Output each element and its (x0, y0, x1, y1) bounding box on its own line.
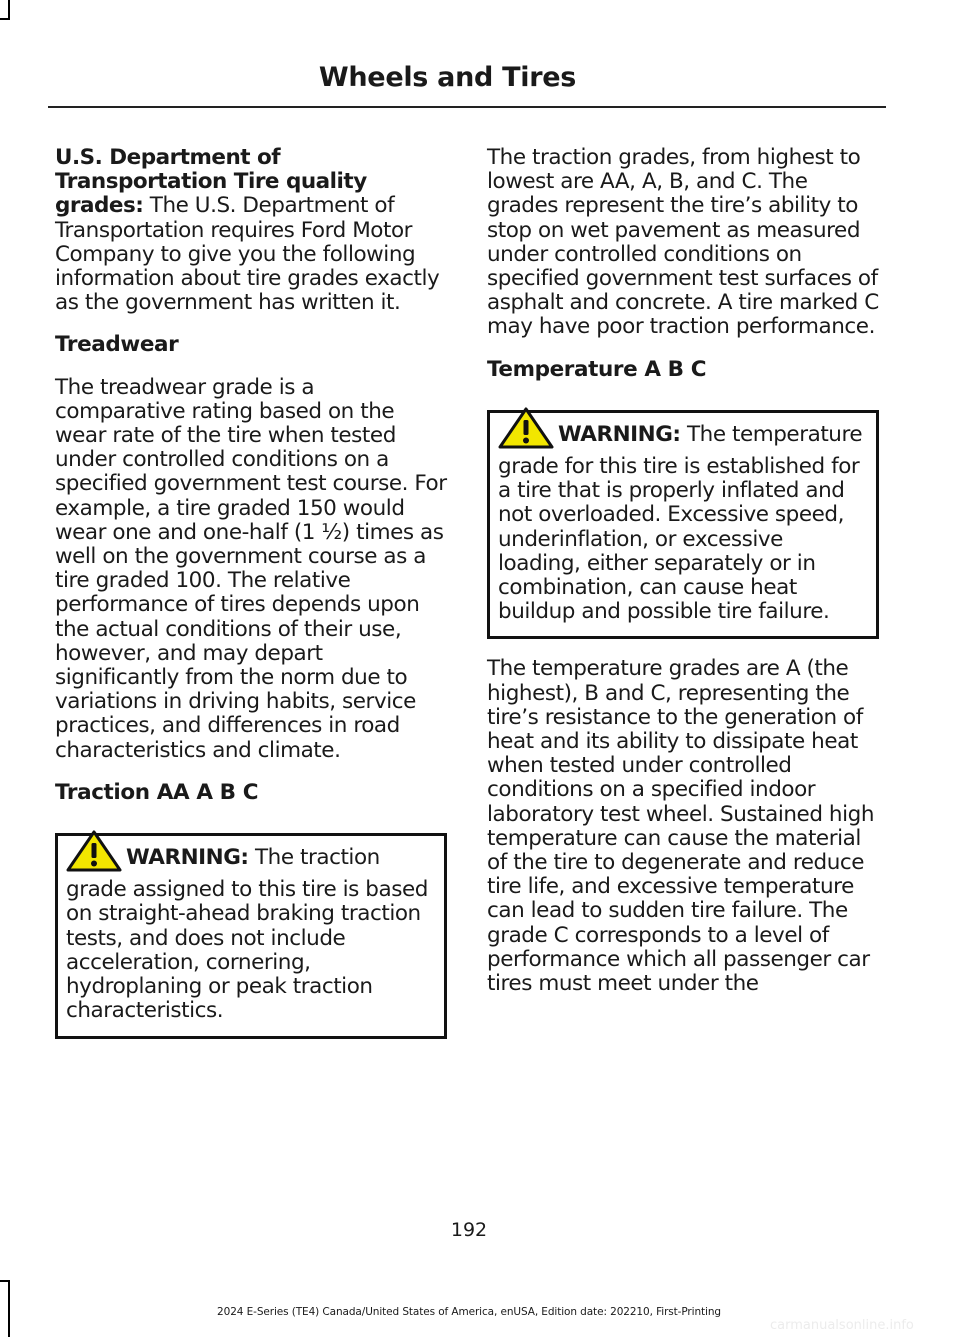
right-column (487, 146, 879, 996)
section-title-text: Wheels and Tires (318, 62, 576, 93)
traction-warning-text: The traction grade assigned to this tire is based on straight-ahead braking traction tests, and does not include acceleration, cornering, hydroplaning or peak traction characteristics. (66, 845, 428, 1024)
temperature-heading: Temperature A B C (487, 356, 707, 382)
traction-warning-box (55, 833, 447, 1038)
traction-warning-text-block (66, 846, 436, 1023)
treadwear-paragraph: The treadwear grade is a comparative rating based on the wear rate of the tire when tested under controlled conditions on a specified government test course. For example, a tire graded 150 would wear one and one-half (1 ½) times as well on the government course as a tire graded 100. The relative performance of tires depends upon the actual conditions of their use, however, and may depart significantly from the norm due to variations in driving habits, service practices, and differences in road characteristics and climate. (55, 374, 447, 763)
intro-lead: U.S. Department of Transportation Tire quality grades: (55, 145, 367, 219)
temperature-grades-paragraph: The temperature grades are A (the highest), B and C, representing the tire’s resistance to the generation of heat and its ability to dissipate heat when tested under controlled conditions on a specified indoor laboratory test wheel. Sustained high temperature can cause the material of the tire to degenerate and reduce tire life, and excessive temperature can lead to sudden tire failure. The grade C corresponds to a level of performance which all passenger car tires must meet under the (487, 656, 874, 997)
crop-mark-bottom-left-h (0, 1280, 10, 1282)
traction-grades-paragraph: The traction grades, from highest to lowest are AA, A, B, and C. The grades represent the tire’s ability to stop on wet pavement as measured under controlled conditions on specified government test surfaces of asphalt and concrete. A tire marked C may have poor traction performance. (487, 145, 879, 340)
footer-edition-info: 2024 E-Series (TE4) Canada/United States of America, enUSA, Edition date: 202210, First-Printing (217, 1306, 721, 1318)
traction-warning-label: WARNING: (126, 845, 249, 871)
intro-text: The U.S. Department of Transportation requires Ford Motor Company to give you the following information about tire grades exactly as the government has written it. (55, 193, 440, 316)
temperature-warning-text: The temperature grade for this tire is established for a tire that is properly inflated and not overloaded. Excessive speed, underinflation, or excessive loading, either separately or in combination, can cause heat buildup and possible tire failure. (498, 421, 863, 625)
left-column (55, 146, 447, 1039)
temperature-warning-box (487, 410, 879, 640)
warning-triangle-icon (498, 407, 554, 455)
crop-mark-top-left-h (0, 18, 10, 20)
temperature-warning-text-block (498, 423, 868, 625)
treadwear-heading: Treadwear (55, 332, 179, 358)
crop-mark-top-left (8, 0, 10, 20)
page-number: 192 (450, 1219, 488, 1241)
intro-paragraph (55, 146, 447, 315)
traction-heading: Traction AA A B C (55, 779, 259, 805)
watermark: carmanualsonline.info (770, 1318, 914, 1333)
temperature-warning-label: WARNING: (558, 421, 681, 447)
warning-triangle-icon (66, 830, 122, 878)
header-rule (48, 106, 886, 108)
